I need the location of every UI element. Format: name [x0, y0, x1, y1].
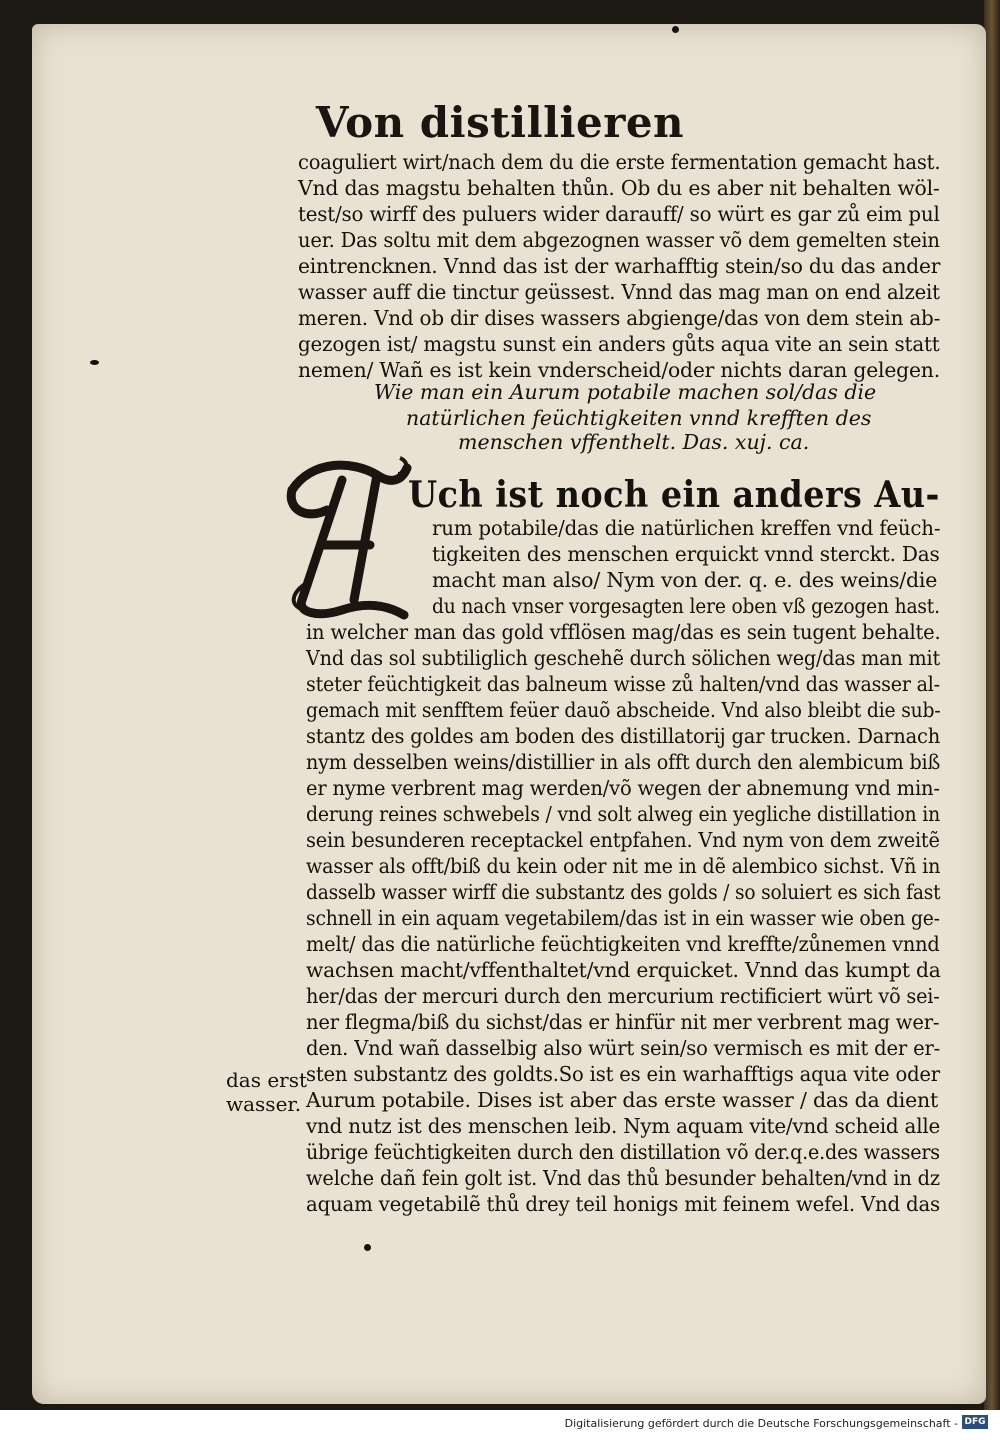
chapter-line: nym desselben weins/distillier in als offt durch den alembicum biß	[306, 750, 941, 774]
chapter-heading-line: Wie man ein Aurum potabile machen sol/das die	[374, 380, 877, 404]
chapter-line: wasser als offt/biß du kein oder nit me in dẽ alembico sichst. Vñ in	[306, 854, 941, 878]
chapter-line: übrige feüchtigkeiten durch den distillation võ der.q.e.des wassers	[306, 1140, 940, 1164]
margin-note-line: wasser.	[226, 1092, 302, 1116]
chapter-line: steter feüchtigkeit das balneum wisse zů halten/vnd das wasser al-	[306, 672, 940, 696]
body-line: Vnd das magstu behalten thůn. Ob du es aber nit behalten wöl-	[298, 176, 940, 200]
chapter-line: welche dañ fein golt ist. Vnd das thů besunder behalten/vnd in dz	[306, 1166, 940, 1190]
margin-note	[226, 1068, 307, 1116]
running-head: Von distillieren	[315, 98, 685, 147]
body-line: nemen/ Wañ es ist kein vnderscheid/oder nichts daran gelegen.	[298, 358, 940, 382]
decorated-initial-a	[282, 450, 414, 620]
chapter-line: her/das der mercuri durch den mercurium rectificiert würt võ sei-	[306, 984, 940, 1008]
chapter-line: sten substantz des goldts.So ist es ein warhafftigs aqua vite oder	[306, 1062, 940, 1086]
chapter-line: tigkeiten des menschen erquickt vnnd sterckt. Das	[432, 542, 940, 566]
chapter-line: gemach mit senfftem feüer dauõ abscheide. Vnd also bleibt die sub-	[306, 698, 941, 722]
chapter-line: den. Vnd wañ dasselbig also würt sein/so vermisch es mit der er-	[306, 1036, 941, 1060]
chapter-line: stantz des goldes am boden des distillatorij gar trucken. Darnach	[306, 724, 941, 748]
dfg-logo: DFG	[962, 1415, 988, 1429]
body-line: gezogen ist/ magstu sunst ein anders gůts aqua vite an sein statt	[298, 332, 940, 356]
chapter-line: du nach vnser vorgesagten lere oben vß gezogen hast.	[432, 594, 940, 618]
chapter-line: schnell in ein aquam vegetabilem/das ist in ein wasser wie oben ge-	[306, 906, 940, 930]
chapter-heading-line: menschen vffenthelt. Das. xuj. ca.	[458, 430, 810, 454]
body-line: wasser auff die tinctur geüssest. Vnnd das mag man on end alzeit	[298, 280, 940, 304]
page-mark-left	[90, 360, 99, 365]
chapter-line: ner flegma/biß du sichst/das er hinfür nit mer verbrent mag wer-	[306, 1010, 940, 1034]
footer-credit: Digitalisierung gefördert durch die Deutsche Forschungsgemeinschaft -	[564, 1417, 958, 1430]
chapter-line: in welcher man das gold vfflösen mag/das es sein tugent behalte.	[306, 620, 941, 644]
margin-note-line: das erst	[226, 1068, 308, 1092]
chapter-heading-line: natürlichen feüchtigkeiten vnnd krefften des	[406, 406, 872, 430]
chapter-first-line: Uch ist noch ein anders Au-	[408, 474, 940, 516]
chapter-line: sein besunderen receptackel entpfahen. Vnd nym von dem zweitẽ	[306, 828, 940, 852]
body-line: eintrencknen. Vnnd das ist der warhafftig stein/so du das ander	[298, 254, 941, 278]
chapter-line: wachsen macht/vffenthaltet/vnd erquicket. Vnnd das kumpt da	[306, 958, 941, 982]
chapter-line: rum potabile/das die natürlichen kreffen vnd feüch-	[432, 516, 941, 540]
chapter-line: Vnd das sol subtiliglich geschehẽ durch sölichen weg/das man mit	[306, 646, 940, 670]
chapter-line: melt/ das die natürliche feüchtigkeiten vnd kreffte/zůnemen vnnd	[306, 932, 940, 956]
chapter-line: aquam vegetabilẽ thů drey teil honigs mit feinem wefel. Vnd das	[306, 1192, 940, 1216]
body-line: test/so wirff des puluers wider darauff/ so würt es gar zů eim pul	[298, 202, 940, 226]
page-mark-top	[672, 26, 679, 33]
chapter-line: macht man also/ Nym von der. q. e. des weins/die	[432, 568, 938, 592]
chapter-line: er nyme verbrent mag werden/võ wegen der abnemung vnd min-	[306, 776, 940, 800]
chapter-line: Aurum potabile. Dises ist aber das erste wasser / das da dient	[306, 1088, 939, 1112]
body-line: coaguliert wirt/nach dem du die erste fermentation gemacht hast.	[298, 150, 941, 174]
page-mark-bottom	[364, 1244, 371, 1251]
chapter-line: dasselb wasser wirff die substantz des golds / so soluiert es sich fast	[306, 880, 941, 904]
chapter-line: vnd nutz ist des menschen leib. Nym aquam vite/vnd scheid alle	[306, 1114, 941, 1138]
book-binding-edge	[984, 0, 1000, 1410]
body-line: meren. Vnd ob dir dises wassers abgienge/das von dem stein ab-	[298, 306, 941, 330]
chapter-line: derung reines schwebels / vnd solt alweg ein yegliche distillation in	[306, 802, 941, 826]
body-line: uer. Das soltu mit dem abgezognen wasser võ dem gemelten stein	[298, 228, 940, 252]
